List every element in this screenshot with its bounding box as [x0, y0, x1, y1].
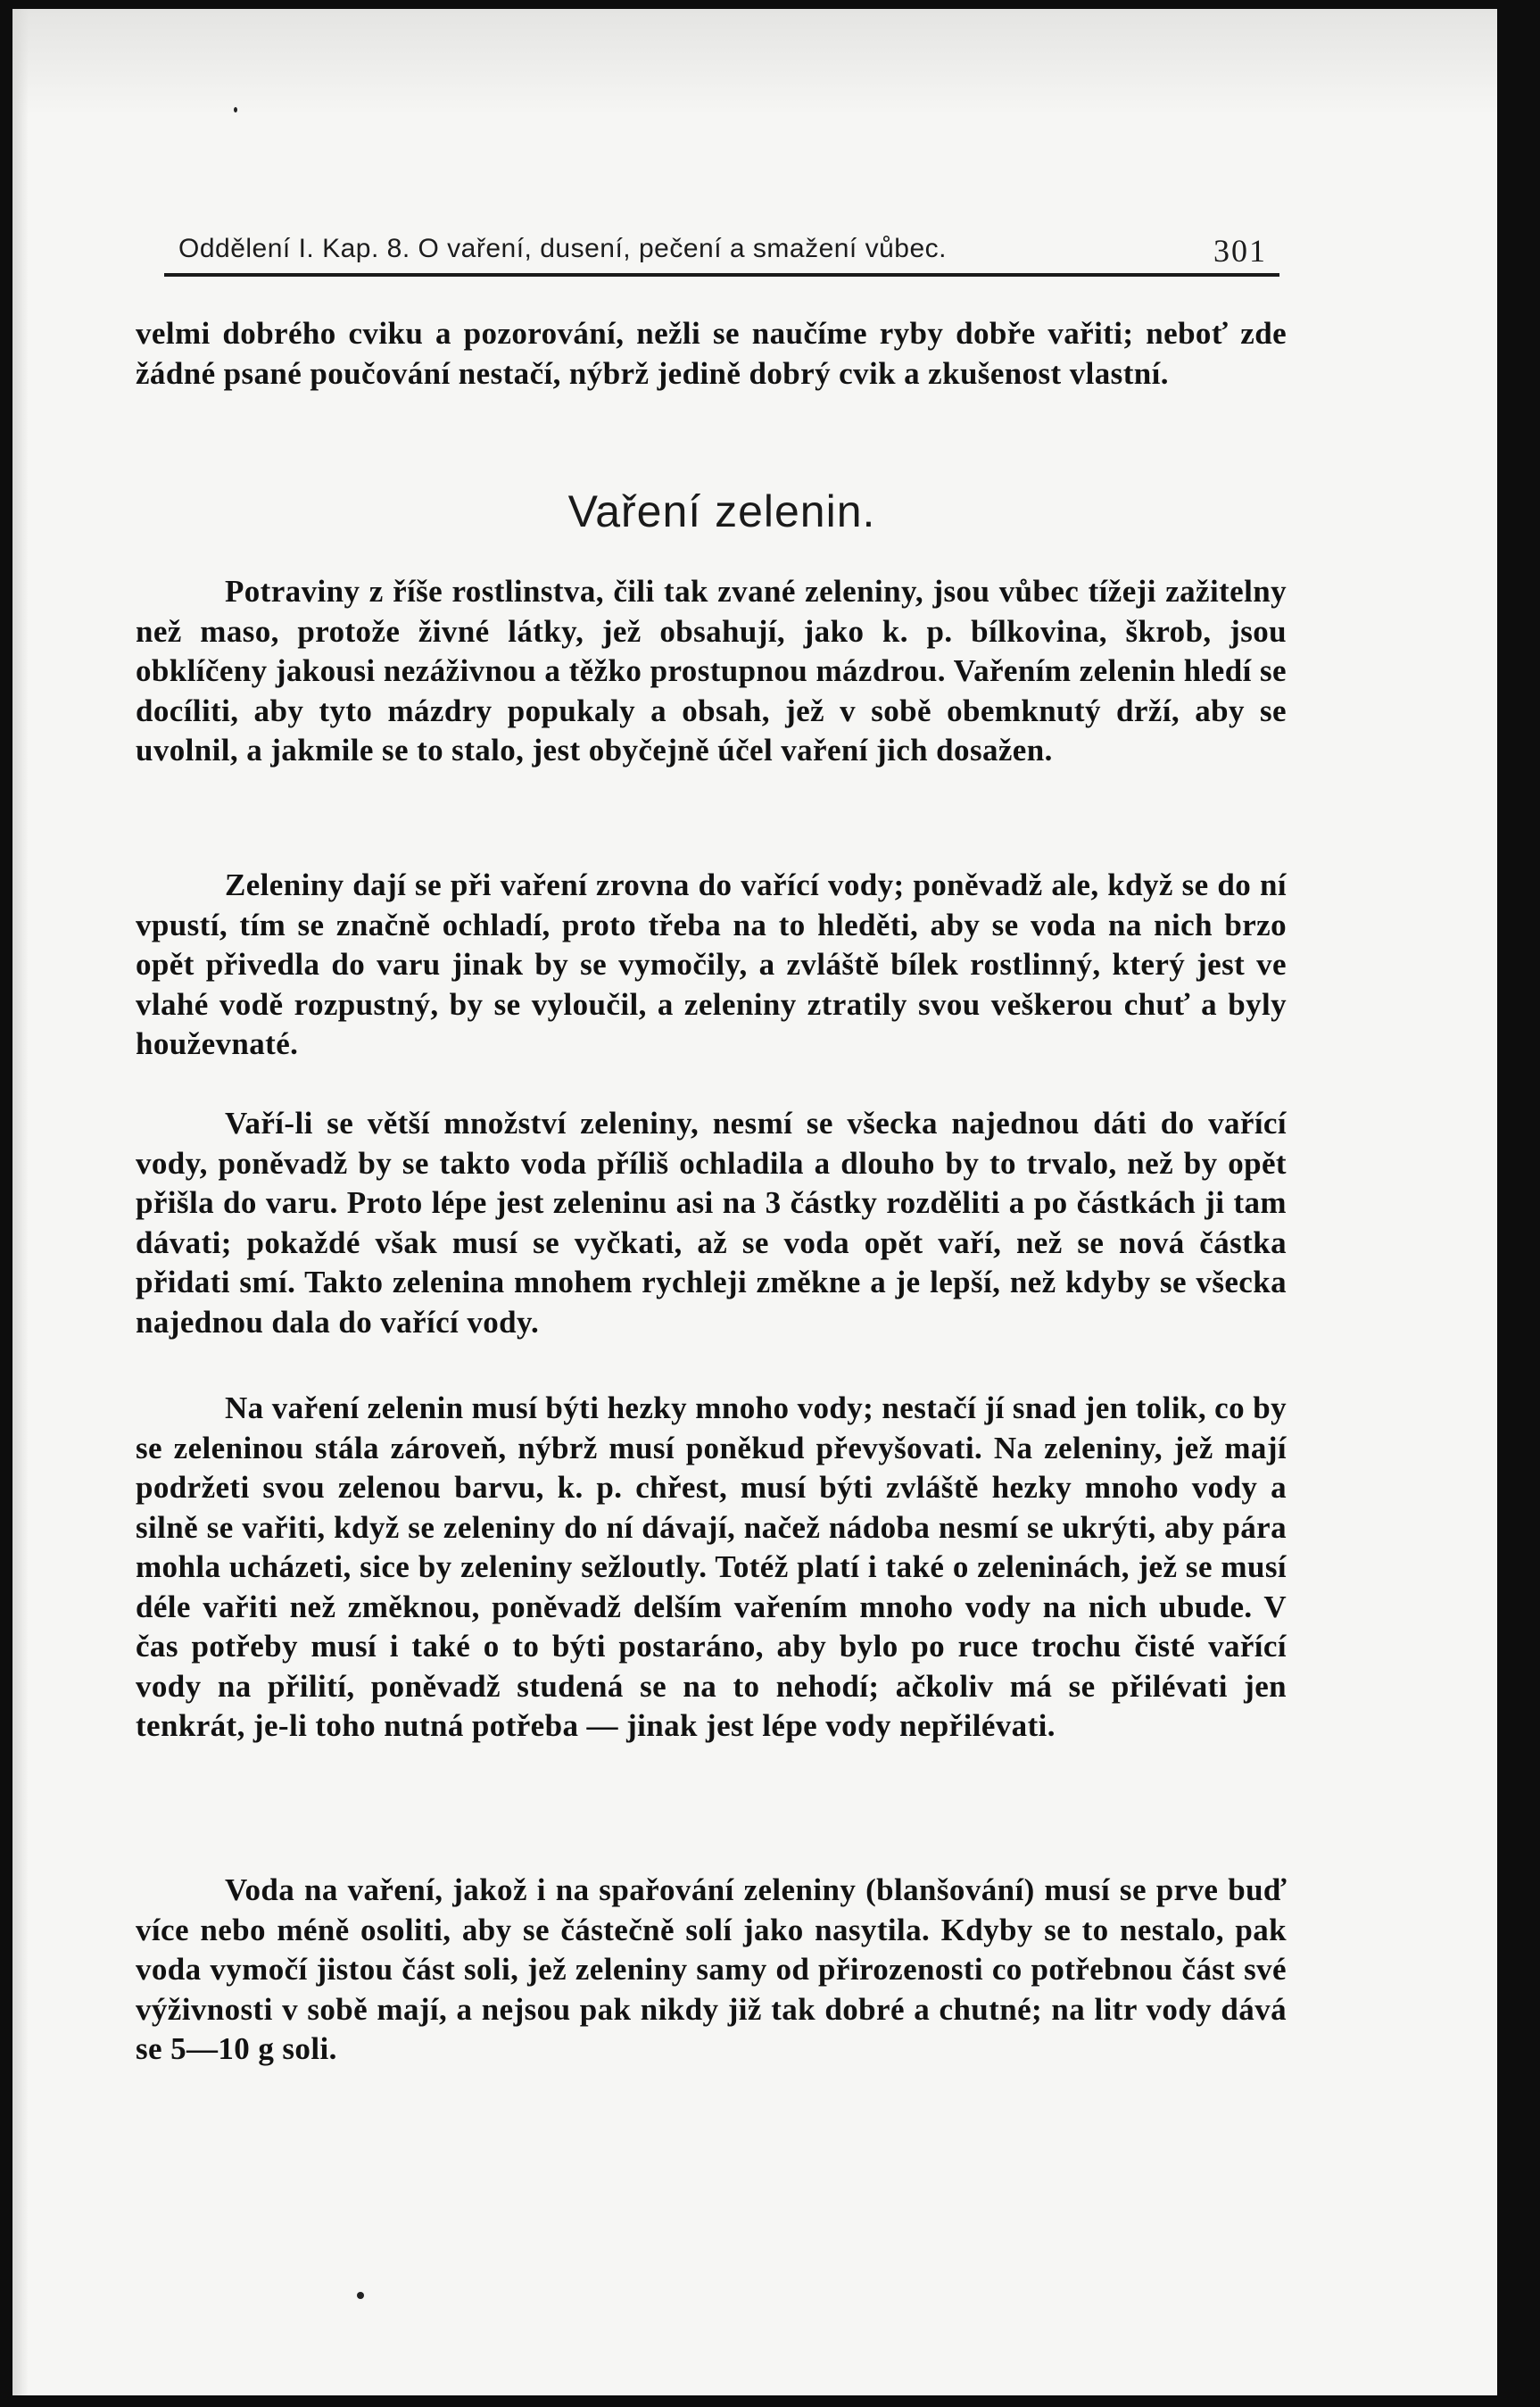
paragraph-4: Na vaření zelenin musí býti hezky mnoho vody; nestačí jí snad jen tolik, co by se zeleninou stála zároveň, nýbrž musí poněkud převyšovati. Na zeleniny, jež mají podržeti svou zelenou barvu, k. p. chřest, musí býti zvláště hezky mnoho vody a silně se vařiti, když se zeleniny do ní dávají, načež nádoba nesmí se ukrýti, aby pára mohla ucházeti, sice by zeleniny sežloutly. Totéž platí i také o zeleninách, jež se musí déle vařiti než změknou, poněvadž delším vařením mnoho vody na nich ubude. V čas potřeby musí i také o to býti postaráno, aby bylo po ruce trochu čisté vařící vody na přilití, poněvadž studená se na to nehodí; ačkoliv má se přilévati jen tenkrát, je-li toho nutná potřeba — jinak jest lépe vody nepřilévati.: [136, 1390, 1287, 1743]
paragraph-2: Zeleniny dají se při vaření zrovna do vařící vody; poněvadž ale, když se do ní vpustí, tím se značně ochladí, proto třeba na to hleděti, aby se voda na nich brzo opět přivedla do varu jinak by se vymočily, a zvláště bílek rostlinný, který jest ve vlahé vodě rozpustný, by se vyloučil, a zeleniny ztratily svou veškerou chuť a byly houževnaté.: [136, 867, 1287, 1061]
paragraph-5: Voda na vaření, jakož i na spařování zeleniny (blanšování) musí se prve buď více nebo méně osoliti, aby se částečně solí jako nasytila. Kdyby se to nestalo, pak voda vymočí jistou část soli, jež zeleniny samy od přirozenosti co potřebnou část své výživnosti v sobě mají, a nejsou pak nikdy již tak dobré a chutné; na litr vody dává se 5—10 g soli.: [136, 1872, 1287, 2066]
page-number: 301: [1213, 233, 1267, 269]
running-head-text: Oddělení I. Kap. 8. O vaření, dusení, pečení a smažení vůbec.: [178, 234, 947, 263]
book-page: [12, 9, 1497, 2395]
paragraph-1: Potraviny z říše rostlinstva, čili tak zvané zeleniny, jsou vůbec tížeji zažitelny než maso, protože živné látky, jež obsahují, jako k. p. bílkovina, škrob, jsou obklíčeny jakousi nezáživnou a těžko prostupnou mázdrou. Vařením zelenin hledí se docíliti, aby tyto mázdry popukaly a obsah, jež v sobě obemknutý drží, aby se uvolnil, a jakmile se to stalo, jest obyčejně účel vaření jich dosažen.: [136, 574, 1287, 768]
ink-speck: [357, 2292, 364, 2299]
carryover-paragraph: velmi dobrého cviku a pozorování, nežli se naučíme ryby dobře vařiti; neboť zde žádné psané poučování nestačí, nýbrž jedině dobrý cvik a zkušenost vlastní.: [136, 316, 1287, 391]
scan-shading-top: [12, 9, 1497, 116]
scan-shading-left: [12, 9, 29, 2395]
ink-speck: [234, 107, 237, 112]
section-title: Vaření zelenin.: [567, 486, 876, 536]
running-head: [164, 223, 1279, 277]
paragraph-3: Vaří-li se větší množství zeleniny, nesmí se všecka najednou dáti do vařící vody, poněvadž by se takto voda příliš ochladila a dlouho by to trvalo, než by opět přišla do varu. Proto lépe jest zeleninu asi na 3 částky rozděliti a po částkách ji tam dávati; pokaždé však musí se vyčkati, až se voda opět vaří, než se nová částka přidati smí. Takto zelenina mnohem rychleji změkne a je lepší, než kdyby se všecka najednou dala do vařící vody.: [136, 1106, 1287, 1340]
